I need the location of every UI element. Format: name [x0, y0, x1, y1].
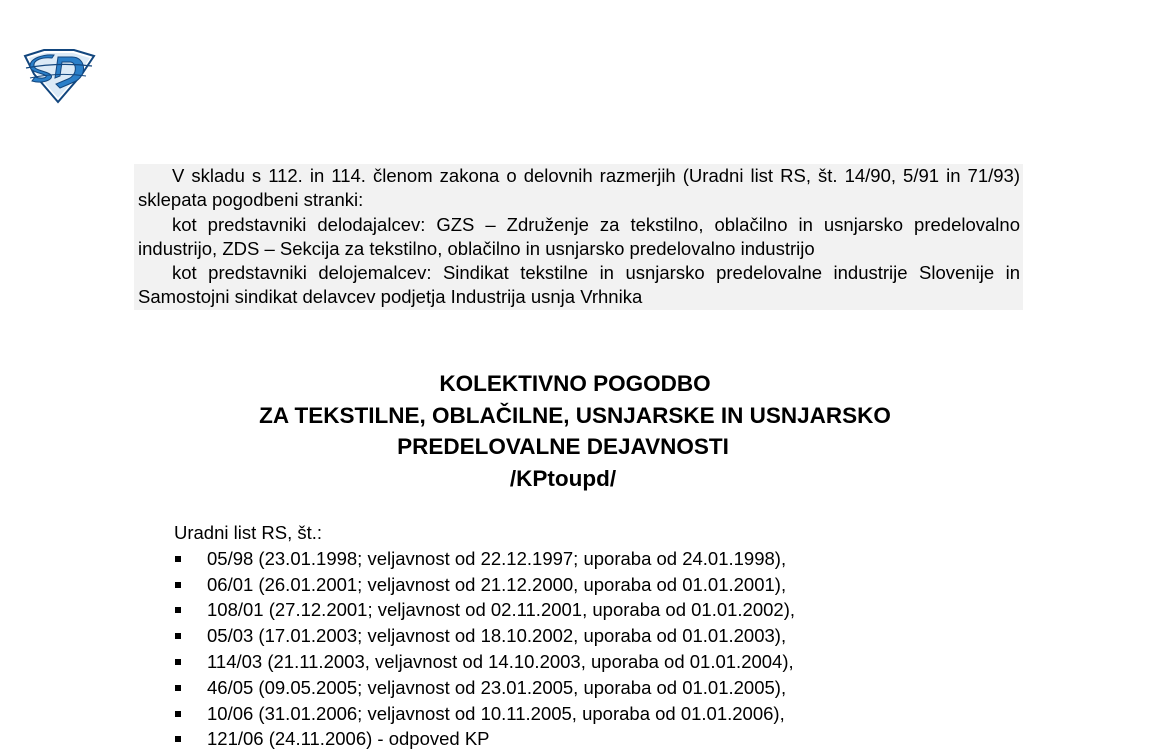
sd-shield-logo-icon [22, 48, 96, 104]
square-bullet-icon [175, 633, 181, 639]
intro-paragraph: kot predstavniki delodajalcev: GZS – Združenje za tekstilno, oblačilno in usnjarsko predelovalno industrijo, ZDS – Sekcija za tekstilno, oblačilno in usnjarsko predelovalno industrijo [138, 213, 1020, 259]
list-item [174, 546, 1074, 572]
list-item [174, 572, 1074, 598]
square-bullet-icon [175, 582, 181, 588]
gazette-entry: 46/05 (09.05.2005; veljavnost od 23.01.2005, uporaba od 01.01.2005), [207, 676, 787, 698]
intro-paragraph: V skladu s 112. in 114. členom zakona o delovnih razmerjih (Uradni list RS, št. 14/90, 5/91 in 71/93) sklepata pogodbeni stranki: [138, 165, 1020, 211]
square-bullet-icon [175, 556, 181, 562]
list-item [174, 623, 1074, 649]
title-line: PREDELOVALNE DEJAVNOSTI [397, 434, 729, 459]
list-item [174, 675, 1074, 701]
gazette-entry: 10/06 (31.01.2006; veljavnost od 10.11.2005, uporaba od 01.01.2006), [207, 702, 785, 724]
square-bullet-icon [175, 607, 181, 613]
gazette-entry: 06/01 (26.01.2001; veljavnost od 21.12.2000, uporaba od 01.01.2001), [207, 573, 787, 595]
square-bullet-icon [175, 659, 181, 665]
intro-block [134, 164, 1023, 310]
square-bullet-icon [175, 736, 181, 742]
square-bullet-icon [175, 685, 181, 691]
list-item [174, 597, 1074, 623]
gazette-heading: Uradni list RS, št.: [174, 522, 323, 543]
gazette-section [174, 520, 1074, 752]
gazette-list [174, 546, 1074, 752]
gazette-entry: 05/98 (23.01.1998; veljavnost od 22.12.1997; uporaba od 24.01.1998), [207, 547, 787, 569]
gazette-entry: 05/03 (17.01.2003; veljavnost od 18.10.2002, uporaba od 01.01.2003), [207, 625, 787, 647]
document-title [130, 368, 1020, 494]
gazette-entry: 114/03 (21.11.2003, veljavnost od 14.10.2003, uporaba od 01.01.2004), [207, 650, 794, 672]
list-item [174, 649, 1074, 675]
title-abbreviation: /KPtoupd/ [509, 465, 617, 491]
list-item [174, 726, 1074, 752]
gazette-entry: 108/01 (27.12.2001; veljavnost od 02.11.2001, uporaba od 01.01.2002), [207, 599, 796, 621]
title-line: ZA TEKSTILNE, OBLAČILNE, USNJARSKE IN USNJARSKO [259, 402, 891, 428]
title-line: KOLEKTIVNO POGODBO [439, 371, 711, 396]
square-bullet-icon [175, 711, 181, 717]
gazette-entry: 121/06 (24.11.2006) - odpoved KP [207, 728, 490, 750]
list-item [174, 701, 1074, 727]
intro-paragraph: kot predstavniki delojemalcev: Sindikat tekstilne in usnjarsko predelovalne industrije Slovenije in Samostojni sindikat delavcev podjetja Industrija usnja Vrhnika [138, 262, 1020, 308]
